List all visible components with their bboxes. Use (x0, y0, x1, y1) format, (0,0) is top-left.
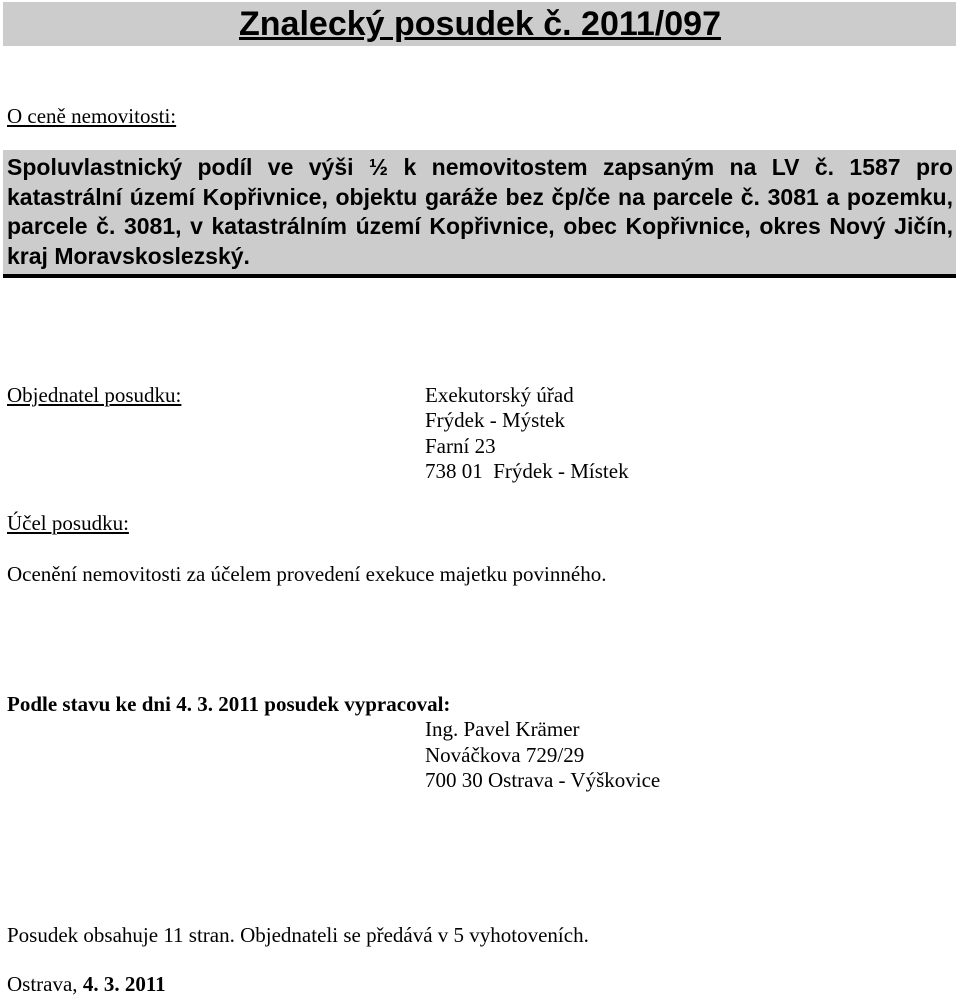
place-date (7, 972, 166, 997)
client-line-2: Frýdek - Mýstek (425, 408, 565, 432)
purpose-text: Ocenění nemovitosti za účelem provedení exekuce majetku povinného. (7, 562, 607, 586)
author-line-1: Ing. Pavel Krämer (425, 717, 580, 741)
document-title: Znalecký posudek č. 2011/097 (239, 5, 721, 43)
author-line-2: Nováčkova 729/29 (425, 743, 585, 767)
client-line-1: Exekutorský úřad (425, 383, 574, 407)
client-line-4: 738 01 Frýdek - Místek (425, 459, 629, 483)
pages-note: Posudek obsahuje 11 stran. Objednateli se předává v 5 vyhotoveních. (7, 923, 589, 947)
author-label: Podle stavu ke dni 4. 3. 2011 posudek vypracoval: (7, 692, 451, 716)
date-value: 4. 3. 2011 (82, 972, 166, 996)
client-line-3: Farní 23 (425, 434, 496, 458)
property-description: Spoluvlastnický podíl ve výši ½ k nemovitostem zapsaným na LV č. 1587 pro katastrální území Kopřivnice, objektu garáže bez čp/če na parcele č. 3081 a pozemku, parcele č. 3081, v katastrálním území Kopřivnice, obec Kopřivnice, okres Nový Jičín, kraj Moravskoslezský. (7, 154, 953, 269)
purpose-label: Účel posudku: (7, 511, 129, 535)
subject-label: O ceně nemovitosti: (7, 104, 177, 128)
place-prefix: Ostrava, (7, 972, 83, 996)
client-label: Objednatel posudku: (7, 383, 182, 407)
author-line-3: 700 30 Ostrava - Výškovice (425, 768, 661, 792)
